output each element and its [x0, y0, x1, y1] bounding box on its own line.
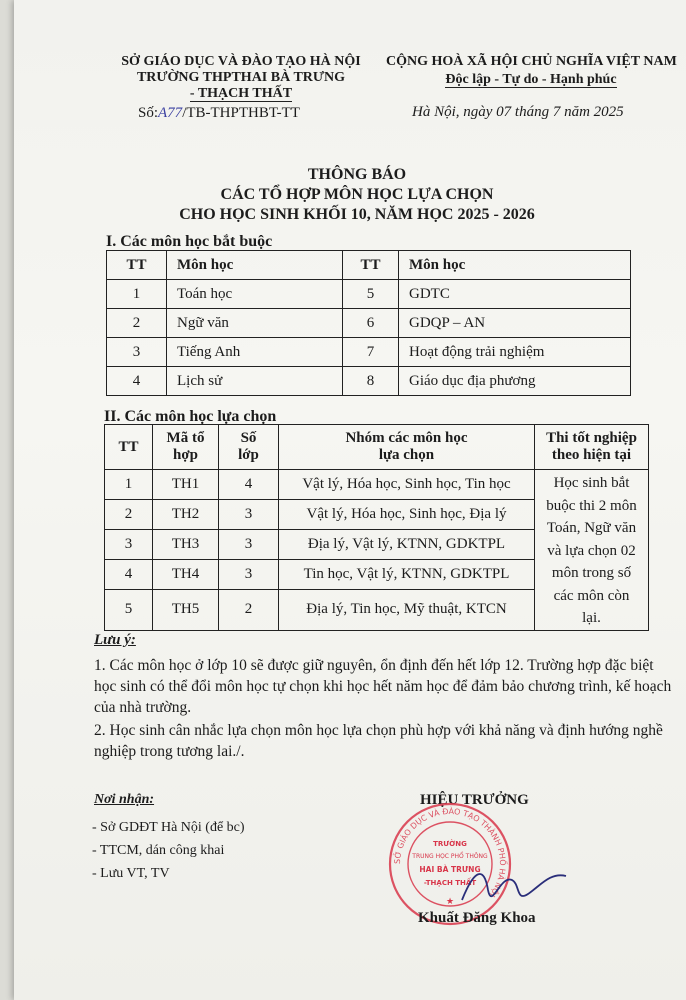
document-page [14, 0, 686, 1000]
mandatory-subjects-table [106, 250, 631, 396]
section-2-heading: II. Các môn học lựa chọn [104, 408, 277, 425]
svg-text:★: ★ [445, 897, 455, 907]
place-date: Hà Nội, ngày 07 tháng 7 năm 2025 [412, 104, 624, 120]
handwritten-number: A77 [158, 105, 183, 121]
recipient-item: - Sở GDĐT Hà Nội (để bc) [92, 820, 245, 835]
section-1-heading: I. Các môn học bắt buộc [106, 233, 273, 250]
ministry-name: SỞ GIÁO DỤC VÀ ĐÀO TẠO HÀ NỘI [121, 54, 361, 69]
table-header-row: TT Môn học TT Môn học [107, 251, 631, 280]
national-motto: Độc lập - Tự do - Hạnh phúc [445, 72, 617, 87]
republic-title: CỘNG HOÀ XÃ HỘI CHỦ NGHĨA VIỆT NAM [386, 54, 677, 69]
table-row: 1 Toán học 5 GDTC [107, 280, 631, 309]
svg-text:TRUNG HỌC PHỔ THÔNG: TRUNG HỌC PHỔ THÔNG [412, 853, 488, 860]
table-row: 3 TH3 3 Địa lý, Vật lý, KTNN, GDKTPL [105, 530, 649, 560]
recipient-item: - Lưu VT, TV [92, 866, 170, 881]
title-line-2: CÁC TỔ HỢP MÔN HỌC LỰA CHỌN [220, 186, 494, 203]
table-row: 5 TH5 2 Địa lý, Tin học, Mỹ thuật, KTCN [105, 590, 649, 630]
note-item-1: 1. Các môn học ở lớp 10 sẽ được giữ nguyên, ổn định đến hết lớp 12. Trường hợp đặc biệt học sinh có thể đổi môn học tự chọn khi học hết năm học để đảm bảo chương trình, kế hoạch của nhà trường. [94, 657, 672, 716]
svg-text:SỞ GIÁO DỤC VÀ ĐÀO TẠO THÀNH P: SỞ GIÁO DỤC VÀ ĐÀO TẠO THÀNH PHỐ HÀ NỘI [392, 806, 508, 899]
principal-title: HIỆU TRƯỞNG [420, 792, 529, 808]
table-row: 2 Ngữ văn 6 GDQP – AN [107, 309, 631, 338]
title-line-3: CHO HỌC SINH KHỐI 10, NĂM HỌC 2025 - 2026 [179, 206, 535, 223]
table-row: 1 TH1 4 Vật lý, Hóa học, Sinh học, Tin học Học sinh bắt buộc thi 2 môn Toán, Ngữ văn và lựa chọn 02 môn trong số các môn còn lại. [105, 470, 649, 500]
school-name: TRƯỜNG THPTHAI BÀ TRƯNG [136, 70, 346, 85]
svg-text:TRƯỜNG: TRƯỜNG [433, 840, 467, 848]
table-row: 3 Tiếng Anh 7 Hoạt động trải nghiệm [107, 338, 631, 367]
signer-name: Khuất Đăng Khoa [418, 910, 536, 926]
table-row: 2 TH2 3 Vật lý, Hóa học, Sinh học, Địa lý [105, 500, 649, 530]
notes-heading: Lưu ý: [94, 632, 136, 648]
table-row: 4 TH4 3 Tin học, Vật lý, KTNN, GDKTPL [105, 560, 649, 590]
svg-text:HAI BÀ TRƯNG: HAI BÀ TRƯNG [419, 865, 481, 874]
elective-combinations-table [104, 424, 649, 631]
recipient-item: - TTCM, dán công khai [92, 843, 225, 858]
school-name-line2: - THẠCH THẤT [189, 86, 293, 101]
document-number: Số:A77/TB-THPTHBT-TT [138, 105, 300, 121]
note-item-2: 2. Học sinh cân nhắc lựa chọn môn học lựa chọn phù hợp với khả năng và định hướng nghề nghiệp trong tương lai./. [94, 722, 663, 760]
table-header-row: TT Mã tổ hợp Số lớp Nhóm các môn học lựa chọn Thi tốt nghiệp theo hiện tại [105, 425, 649, 470]
svg-text:-THẠCH THẤT: -THẠCH THẤT [423, 879, 477, 887]
table-row: 4 Lịch sử 8 Giáo dục địa phương [107, 367, 631, 396]
recipients-heading: Nơi nhận: [94, 792, 155, 807]
title-line-1: THÔNG BÁO [307, 166, 407, 183]
exam-note: Học sinh bắt buộc thi 2 môn Toán, Ngữ văn và lựa chọn 02 môn trong số các môn còn lại. [535, 470, 649, 631]
